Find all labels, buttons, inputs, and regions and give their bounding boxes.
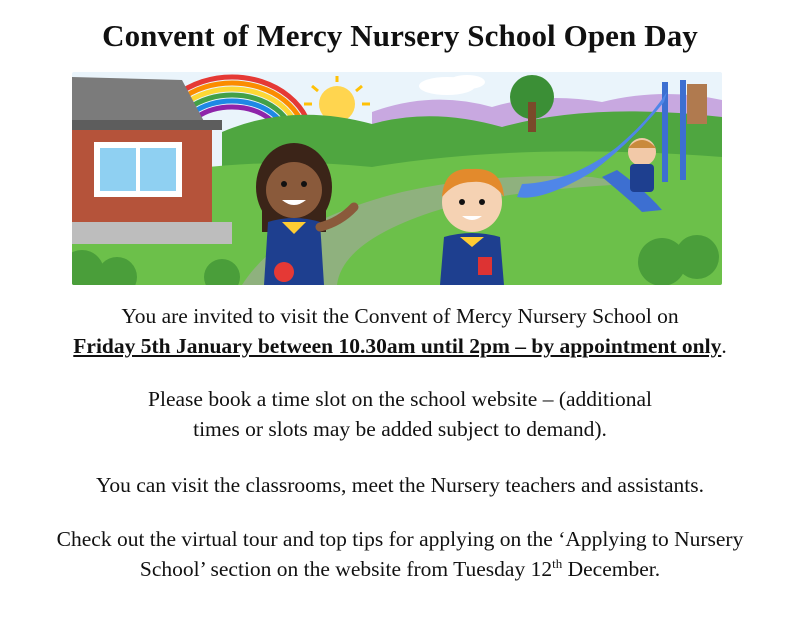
date-line (0, 331, 800, 361)
invitation-line: You are invited to visit the Convent of Mercy Nursery School on (121, 304, 679, 328)
tour-line-2-end: December. (562, 557, 661, 581)
open-day-date: Friday 5th January between 10.30am until 2pm – by appointment only (73, 334, 722, 358)
ordinal-suffix: th (552, 555, 563, 571)
playground-scene (72, 72, 722, 285)
cloud (449, 75, 485, 89)
tour-paragraph (0, 524, 800, 584)
invitation-paragraph (0, 301, 800, 361)
booking-paragraph (0, 384, 800, 444)
visit-paragraph (0, 470, 800, 500)
tour-line-2 (0, 554, 800, 584)
visit-line: You can visit the classrooms, meet the Nursery teachers and assistants. (95, 473, 705, 497)
page-title: Convent of Mercy Nursery School Open Day (102, 18, 698, 53)
tour-line-1: Check out the virtual tour and top tips for applying on the ‘Applying to Nursery (56, 527, 744, 551)
booking-line-1: Please book a time slot on the school website – (additional (148, 387, 652, 411)
playground-illustration (72, 72, 722, 285)
tree-trunk (528, 102, 536, 132)
date-line-period: . (721, 334, 727, 358)
child-on-slide (628, 138, 656, 192)
tour-line-2-text: School’ section on the website from Tuesday 12 (139, 557, 553, 581)
booking-line-2: times or slots may be added subject to demand). (193, 417, 607, 441)
